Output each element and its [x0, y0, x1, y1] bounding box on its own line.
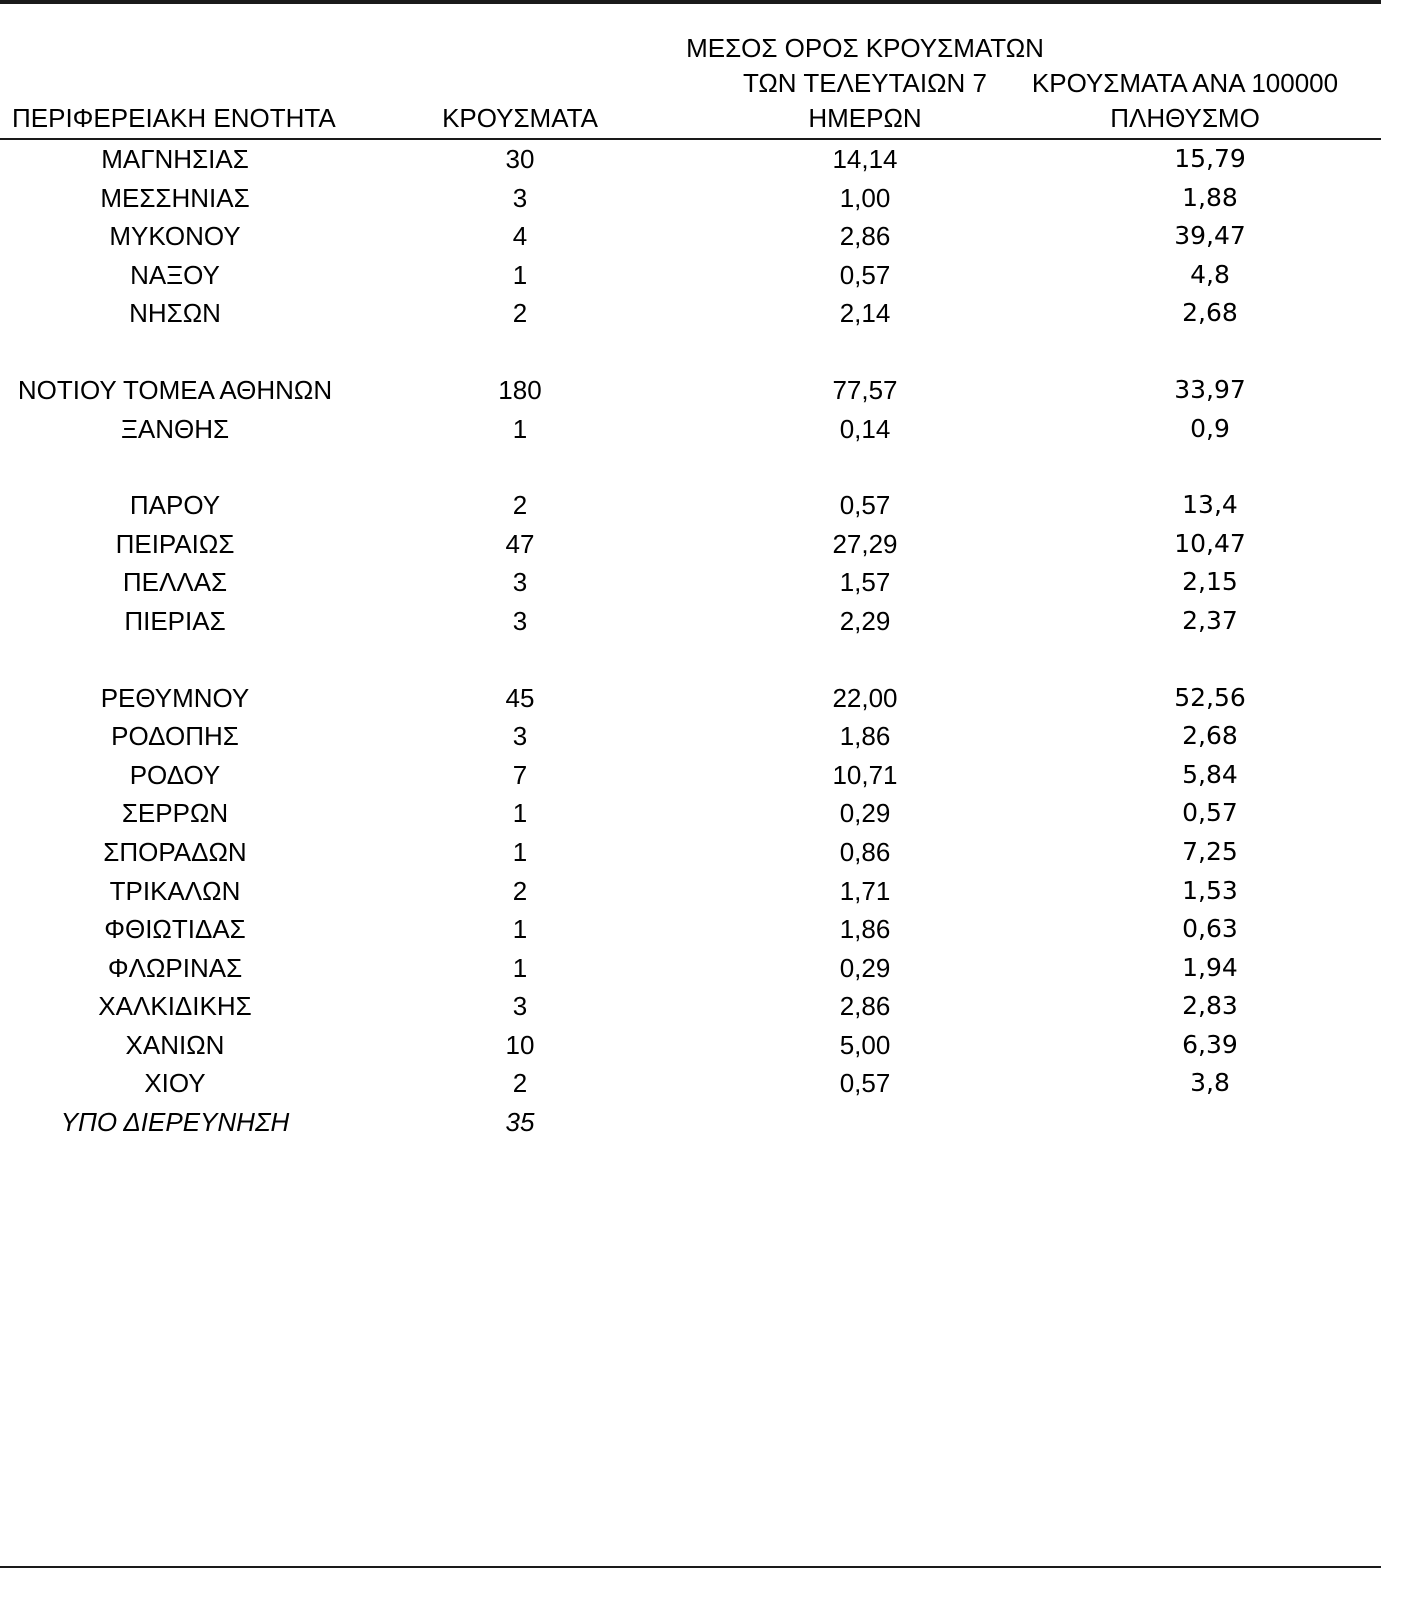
data-table [0, 144, 1381, 1146]
cases-cell: 180 [498, 374, 542, 405]
region-cell: ΥΠΟ ΔΙΕΡΕΥΝΗΣΗ [60, 1107, 290, 1138]
region-cell: ΝΗΣΩΝ [129, 298, 221, 329]
cases-cell: 3 [512, 182, 528, 213]
cases-cell: 1 [512, 413, 528, 444]
avg7-cell: 27,29 [832, 528, 898, 559]
table-row [0, 529, 1381, 568]
per100k-cell: 1,53 [1182, 875, 1238, 905]
table-row [0, 260, 1381, 299]
per100k-cell: 2,15 [1182, 567, 1238, 597]
cases-cell: 2 [512, 490, 528, 521]
region-cell: ΧΑΝΙΩΝ [125, 1029, 225, 1060]
per100k-cell: 7,25 [1182, 836, 1238, 866]
avg7-cell: 1,71 [839, 875, 891, 906]
cases-cell: 47 [505, 528, 535, 559]
table-row [0, 721, 1381, 760]
header-avg7 [665, 33, 1065, 136]
cases-cell: 2 [512, 1068, 528, 1099]
table-row [0, 490, 1381, 529]
cases-cell: 2 [512, 875, 528, 906]
cases-cell: 1 [512, 798, 528, 829]
table-row [0, 876, 1381, 915]
cases-cell: 35 [505, 1107, 535, 1138]
table-row [0, 953, 1381, 992]
per100k-cell: 13,4 [1182, 490, 1238, 520]
header-per100k-line1: ΚΡΟΥΣΜΑΤΑ ΑΝΑ 100000 [1031, 68, 1339, 98]
region-cell: ΝΟΤΙΟΥ ΤΟΜΕΑ ΑΘΗΝΩΝ [17, 374, 333, 405]
region-cell: ΡΕΘΥΜΝΟΥ [100, 682, 250, 713]
avg7-cell: 0,86 [839, 836, 891, 867]
table-row [0, 606, 1381, 645]
table-row [0, 837, 1381, 876]
region-cell: ΜΥΚΟΝΟΥ [109, 221, 241, 252]
per100k-cell: 0,63 [1182, 914, 1238, 944]
avg7-cell: 2,29 [839, 605, 891, 636]
avg7-cell: 1,57 [839, 567, 891, 598]
avg7-cell: 0,57 [839, 490, 891, 521]
cases-cell: 1 [512, 914, 528, 945]
cases-cell: 3 [512, 991, 528, 1022]
per100k-cell: 4,8 [1190, 259, 1230, 289]
table-row [0, 298, 1381, 337]
header-region [12, 36, 372, 136]
region-cell: ΠΕΛΛΑΣ [122, 567, 228, 598]
table-row [0, 414, 1381, 453]
avg7-cell: 2,14 [839, 298, 891, 329]
avg7-cell: 2,86 [839, 991, 891, 1022]
region-cell: ΡΟΔΟΥ [129, 759, 221, 790]
cases-cell: 1 [512, 952, 528, 983]
avg7-cell: 10,71 [832, 759, 898, 790]
region-cell: ΜΕΣΣΗΝΙΑΣ [100, 182, 250, 213]
region-cell: ΜΑΓΝΗΣΙΑΣ [101, 144, 249, 174]
cases-cell: 3 [512, 605, 528, 636]
per100k-cell: 1,94 [1182, 952, 1238, 982]
header-avg7-line2: ΤΩΝ ΤΕΛΕΥΤΑΙΩΝ 7 [742, 68, 988, 98]
region-cell: ΤΡΙΚΑΛΩΝ [109, 875, 241, 906]
header-avg7-line1: ΜΕΣΟΣ ΟΡΟΣ ΚΡΟΥΣΜΑΤΩΝ [686, 33, 1044, 63]
table-row [0, 760, 1381, 799]
table-row [0, 221, 1381, 260]
per100k-cell: 5,84 [1182, 759, 1238, 789]
avg7-cell: 77,57 [832, 374, 898, 405]
region-cell: ΠΑΡΟΥ [129, 490, 221, 521]
per100k-cell: 52,56 [1174, 682, 1246, 712]
table-row [0, 375, 1381, 414]
avg7-cell: 0,29 [839, 952, 891, 983]
header-rule [0, 138, 1381, 140]
cases-cell: 7 [512, 759, 528, 790]
header-per100k [1010, 36, 1360, 136]
per100k-cell: 6,39 [1182, 1029, 1238, 1059]
cases-cell: 1 [512, 836, 528, 867]
region-cell: ΞΑΝΘΗΣ [120, 413, 230, 444]
table-row [0, 914, 1381, 953]
region-cell: ΣΠΟΡΑΔΩΝ [103, 836, 247, 867]
per100k-cell: 0,57 [1182, 798, 1238, 828]
per100k-cell: 2,83 [1182, 991, 1238, 1021]
region-cell: ΡΟΔΟΠΗΣ [111, 721, 239, 752]
region-cell: ΦΘΙΩΤΙΔΑΣ [104, 914, 246, 945]
per100k-cell: 0,9 [1190, 413, 1230, 443]
avg7-cell: 14,14 [832, 144, 898, 174]
table-row [0, 567, 1381, 606]
header-cases [420, 36, 620, 136]
header-avg7-line3: ΗΜΕΡΩΝ [808, 103, 922, 133]
per100k-cell: 2,68 [1182, 721, 1238, 751]
top-rule [0, 0, 1381, 4]
cases-cell: 1 [512, 259, 528, 290]
per100k-cell: 3,8 [1190, 1068, 1230, 1098]
per100k-cell: 10,47 [1174, 528, 1246, 558]
spacer-row [0, 337, 1381, 375]
cases-cell: 3 [512, 567, 528, 598]
table-row [0, 1068, 1381, 1107]
bottom-rule [0, 1566, 1381, 1568]
avg7-cell: 0,14 [839, 413, 891, 444]
avg7-cell: 1,86 [839, 721, 891, 752]
region-cell: ΠΙΕΡΙΑΣ [124, 605, 226, 636]
table-row [0, 183, 1381, 222]
cases-cell: 10 [505, 1029, 535, 1060]
table-row [0, 144, 1381, 183]
region-cell: ΧΑΛΚΙΔΙΚΗΣ [98, 991, 252, 1022]
table-row [0, 1107, 1381, 1146]
header-region-label: ΠΕΡΙΦΕΡΕΙΑΚΗ ΕΝΟΤΗΤΑ [12, 103, 336, 133]
table-row [0, 683, 1381, 722]
avg7-cell: 5,00 [839, 1029, 891, 1060]
per100k-cell: 2,37 [1182, 605, 1238, 635]
cases-cell: 4 [512, 221, 528, 252]
header-per100k-line2: ΠΛΗΘΥΣΜΟ [1110, 103, 1260, 133]
avg7-cell: 0,57 [839, 259, 891, 290]
region-cell: ΦΛΩΡΙΝΑΣ [107, 952, 243, 983]
avg7-cell: 0,57 [839, 1068, 891, 1099]
cases-cell: 30 [505, 144, 535, 174]
avg7-cell: 22,00 [832, 682, 898, 713]
region-cell: ΠΕΙΡΑΙΩΣ [115, 528, 235, 559]
per100k-cell: 15,79 [1174, 144, 1246, 173]
cases-cell: 2 [512, 298, 528, 329]
per100k-cell: 1,88 [1182, 182, 1238, 212]
cases-cell: 3 [512, 721, 528, 752]
spacer-row [0, 452, 1381, 490]
per100k-cell: 2,68 [1182, 298, 1238, 328]
table-row [0, 798, 1381, 837]
avg7-cell: 2,86 [839, 221, 891, 252]
cases-cell: 45 [505, 682, 535, 713]
avg7-cell: 0,29 [839, 798, 891, 829]
region-cell: ΣΕΡΡΩΝ [121, 798, 229, 829]
spacer-row [0, 645, 1381, 683]
region-cell: ΧΙΟΥ [144, 1068, 206, 1099]
avg7-cell: 1,00 [839, 182, 891, 213]
table-row [0, 991, 1381, 1030]
per100k-cell: 33,97 [1174, 374, 1246, 404]
avg7-cell: 1,86 [839, 914, 891, 945]
region-cell: ΝΑΞΟΥ [130, 259, 220, 290]
table-row [0, 1030, 1381, 1069]
per100k-cell: 39,47 [1174, 221, 1246, 251]
header-cases-label: ΚΡΟΥΣΜΑΤΑ [442, 103, 598, 133]
